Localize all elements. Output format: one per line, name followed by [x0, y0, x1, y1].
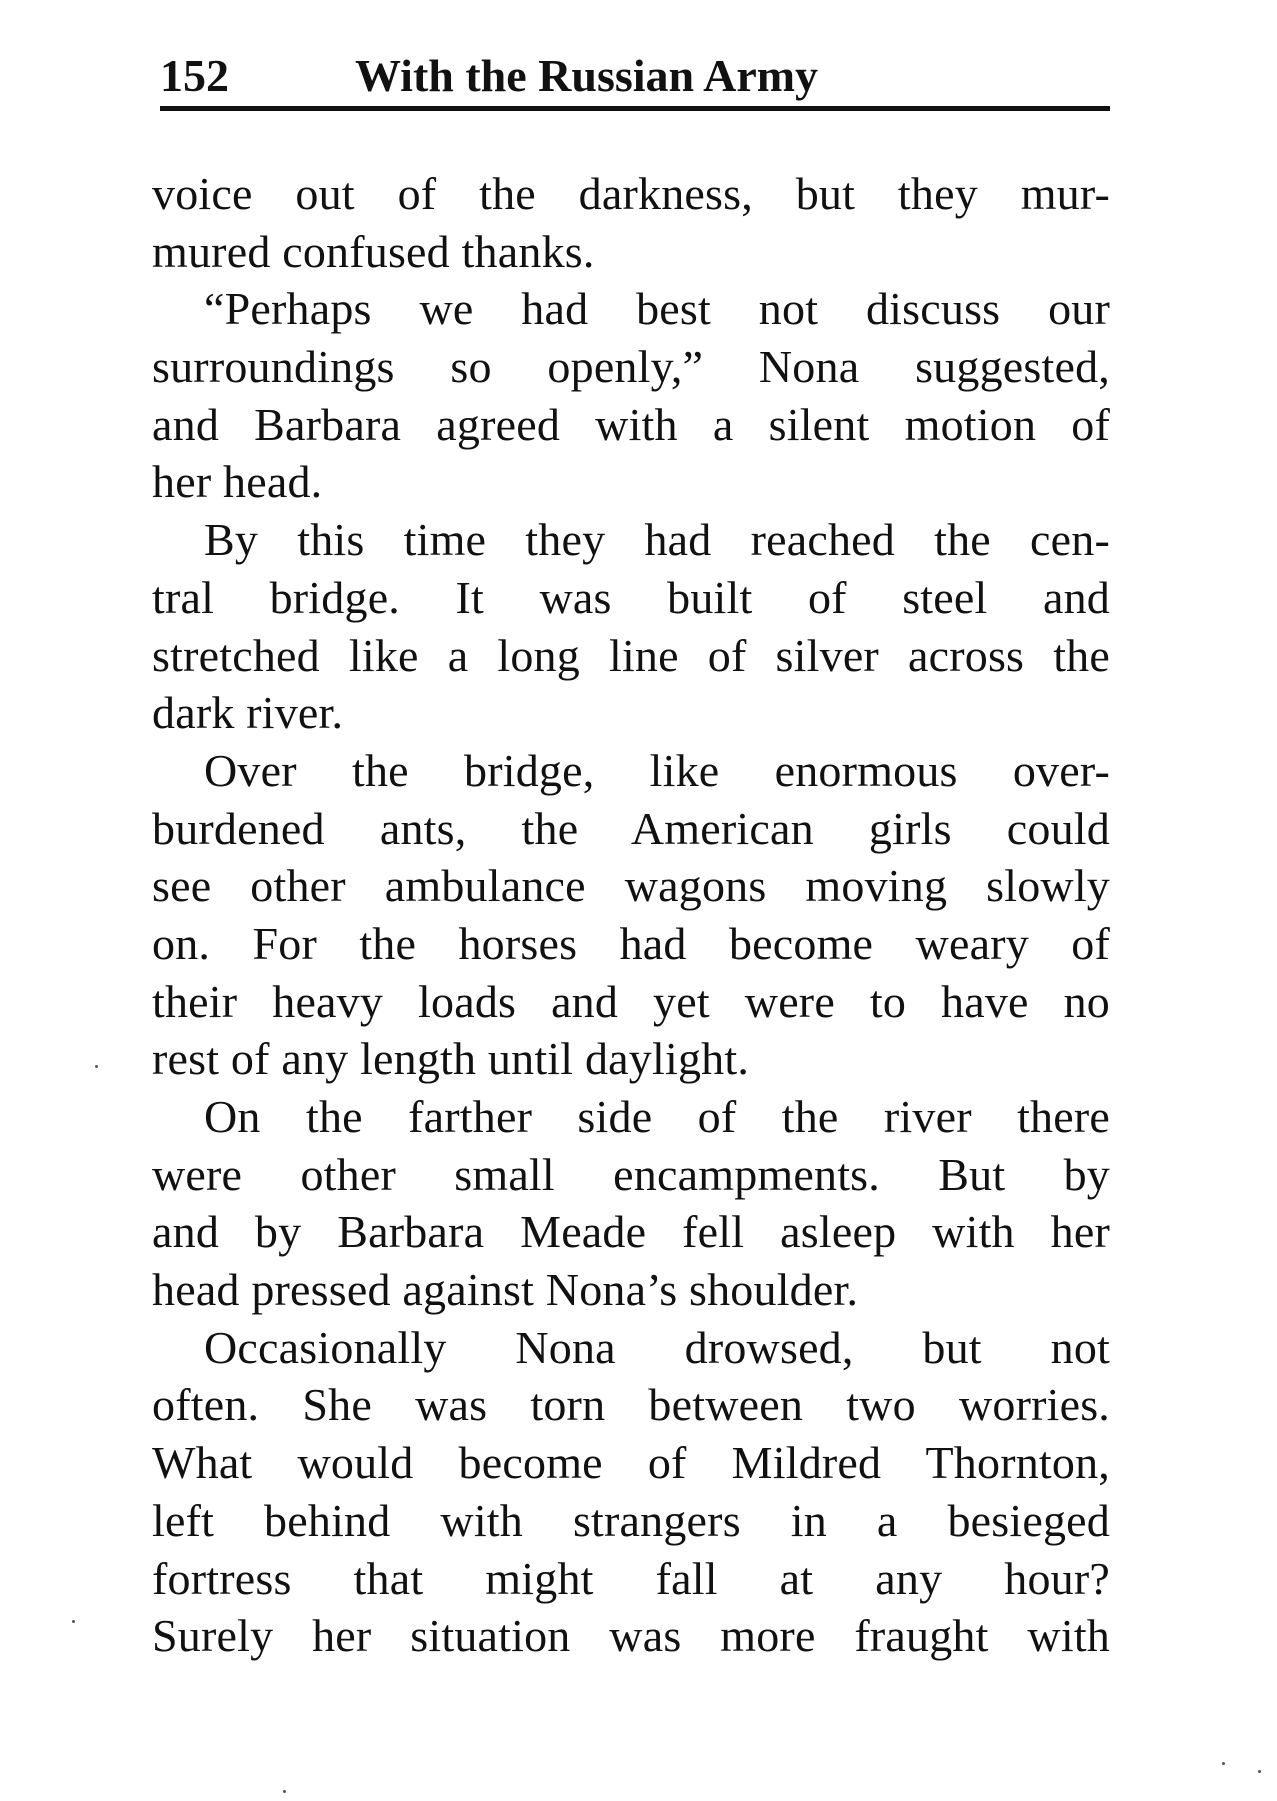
- text-line: and Barbara agreed with a silent motion of: [152, 398, 1110, 450]
- running-title: With the Russian Army: [355, 50, 819, 101]
- running-head: [160, 40, 1110, 110]
- text-line: and by Barbara Meade fell asleep with her: [152, 1206, 1110, 1258]
- text-line: Occasionally Nona drowsed, but not: [204, 1321, 1110, 1373]
- text-line: see other ambulance wagons moving slowly: [152, 860, 1110, 912]
- page-number: 152: [160, 50, 229, 101]
- text-line: surroundings so openly,” Nona suggested,: [152, 341, 1110, 393]
- text-line: often. She was torn between two worries.: [152, 1379, 1110, 1431]
- text-line: By this time they had reached the cen-: [204, 514, 1110, 566]
- scan-speck: [72, 1620, 75, 1623]
- text-line: burdened ants, the American girls could: [152, 802, 1110, 854]
- text-line: voice out of the darkness, but they mur-: [152, 168, 1110, 219]
- text-line: stretched like a long line of silver across the: [152, 629, 1110, 681]
- text-line: rest of any length until daylight.: [152, 1033, 750, 1085]
- text-line: What would become of Mildred Thornton,: [152, 1437, 1110, 1489]
- scan-speck: [1258, 1770, 1261, 1773]
- text-line: Surely her situation was more fraught with: [152, 1610, 1110, 1662]
- text-line: mured confused thanks.: [152, 225, 595, 277]
- scan-speck: [95, 1065, 98, 1068]
- text-line: tral bridge. It was built of steel and: [152, 571, 1110, 623]
- text-line: On the farther side of the river there: [204, 1091, 1110, 1142]
- header-rule: [160, 106, 1110, 111]
- text-line: were other small encampments. But by: [152, 1148, 1110, 1200]
- text-line: “Perhaps we had best not discuss our: [204, 283, 1110, 335]
- text-line: head pressed against Nona’s shoulder.: [152, 1264, 859, 1316]
- text-line: left behind with strangers in a besieged: [152, 1494, 1110, 1546]
- text-line: her head.: [152, 456, 323, 508]
- body-text: [152, 165, 1110, 1665]
- scan-speck: [1222, 1762, 1225, 1765]
- text-line: their heavy loads and yet were to have no: [152, 975, 1110, 1027]
- scan-speck: [283, 1790, 286, 1793]
- text-line: on. For the horses had become weary of: [152, 917, 1110, 969]
- text-line: fortress that might fall at any hour?: [152, 1552, 1110, 1604]
- text-line: Over the bridge, like enormous over-: [204, 744, 1110, 796]
- text-line: dark river.: [152, 687, 344, 739]
